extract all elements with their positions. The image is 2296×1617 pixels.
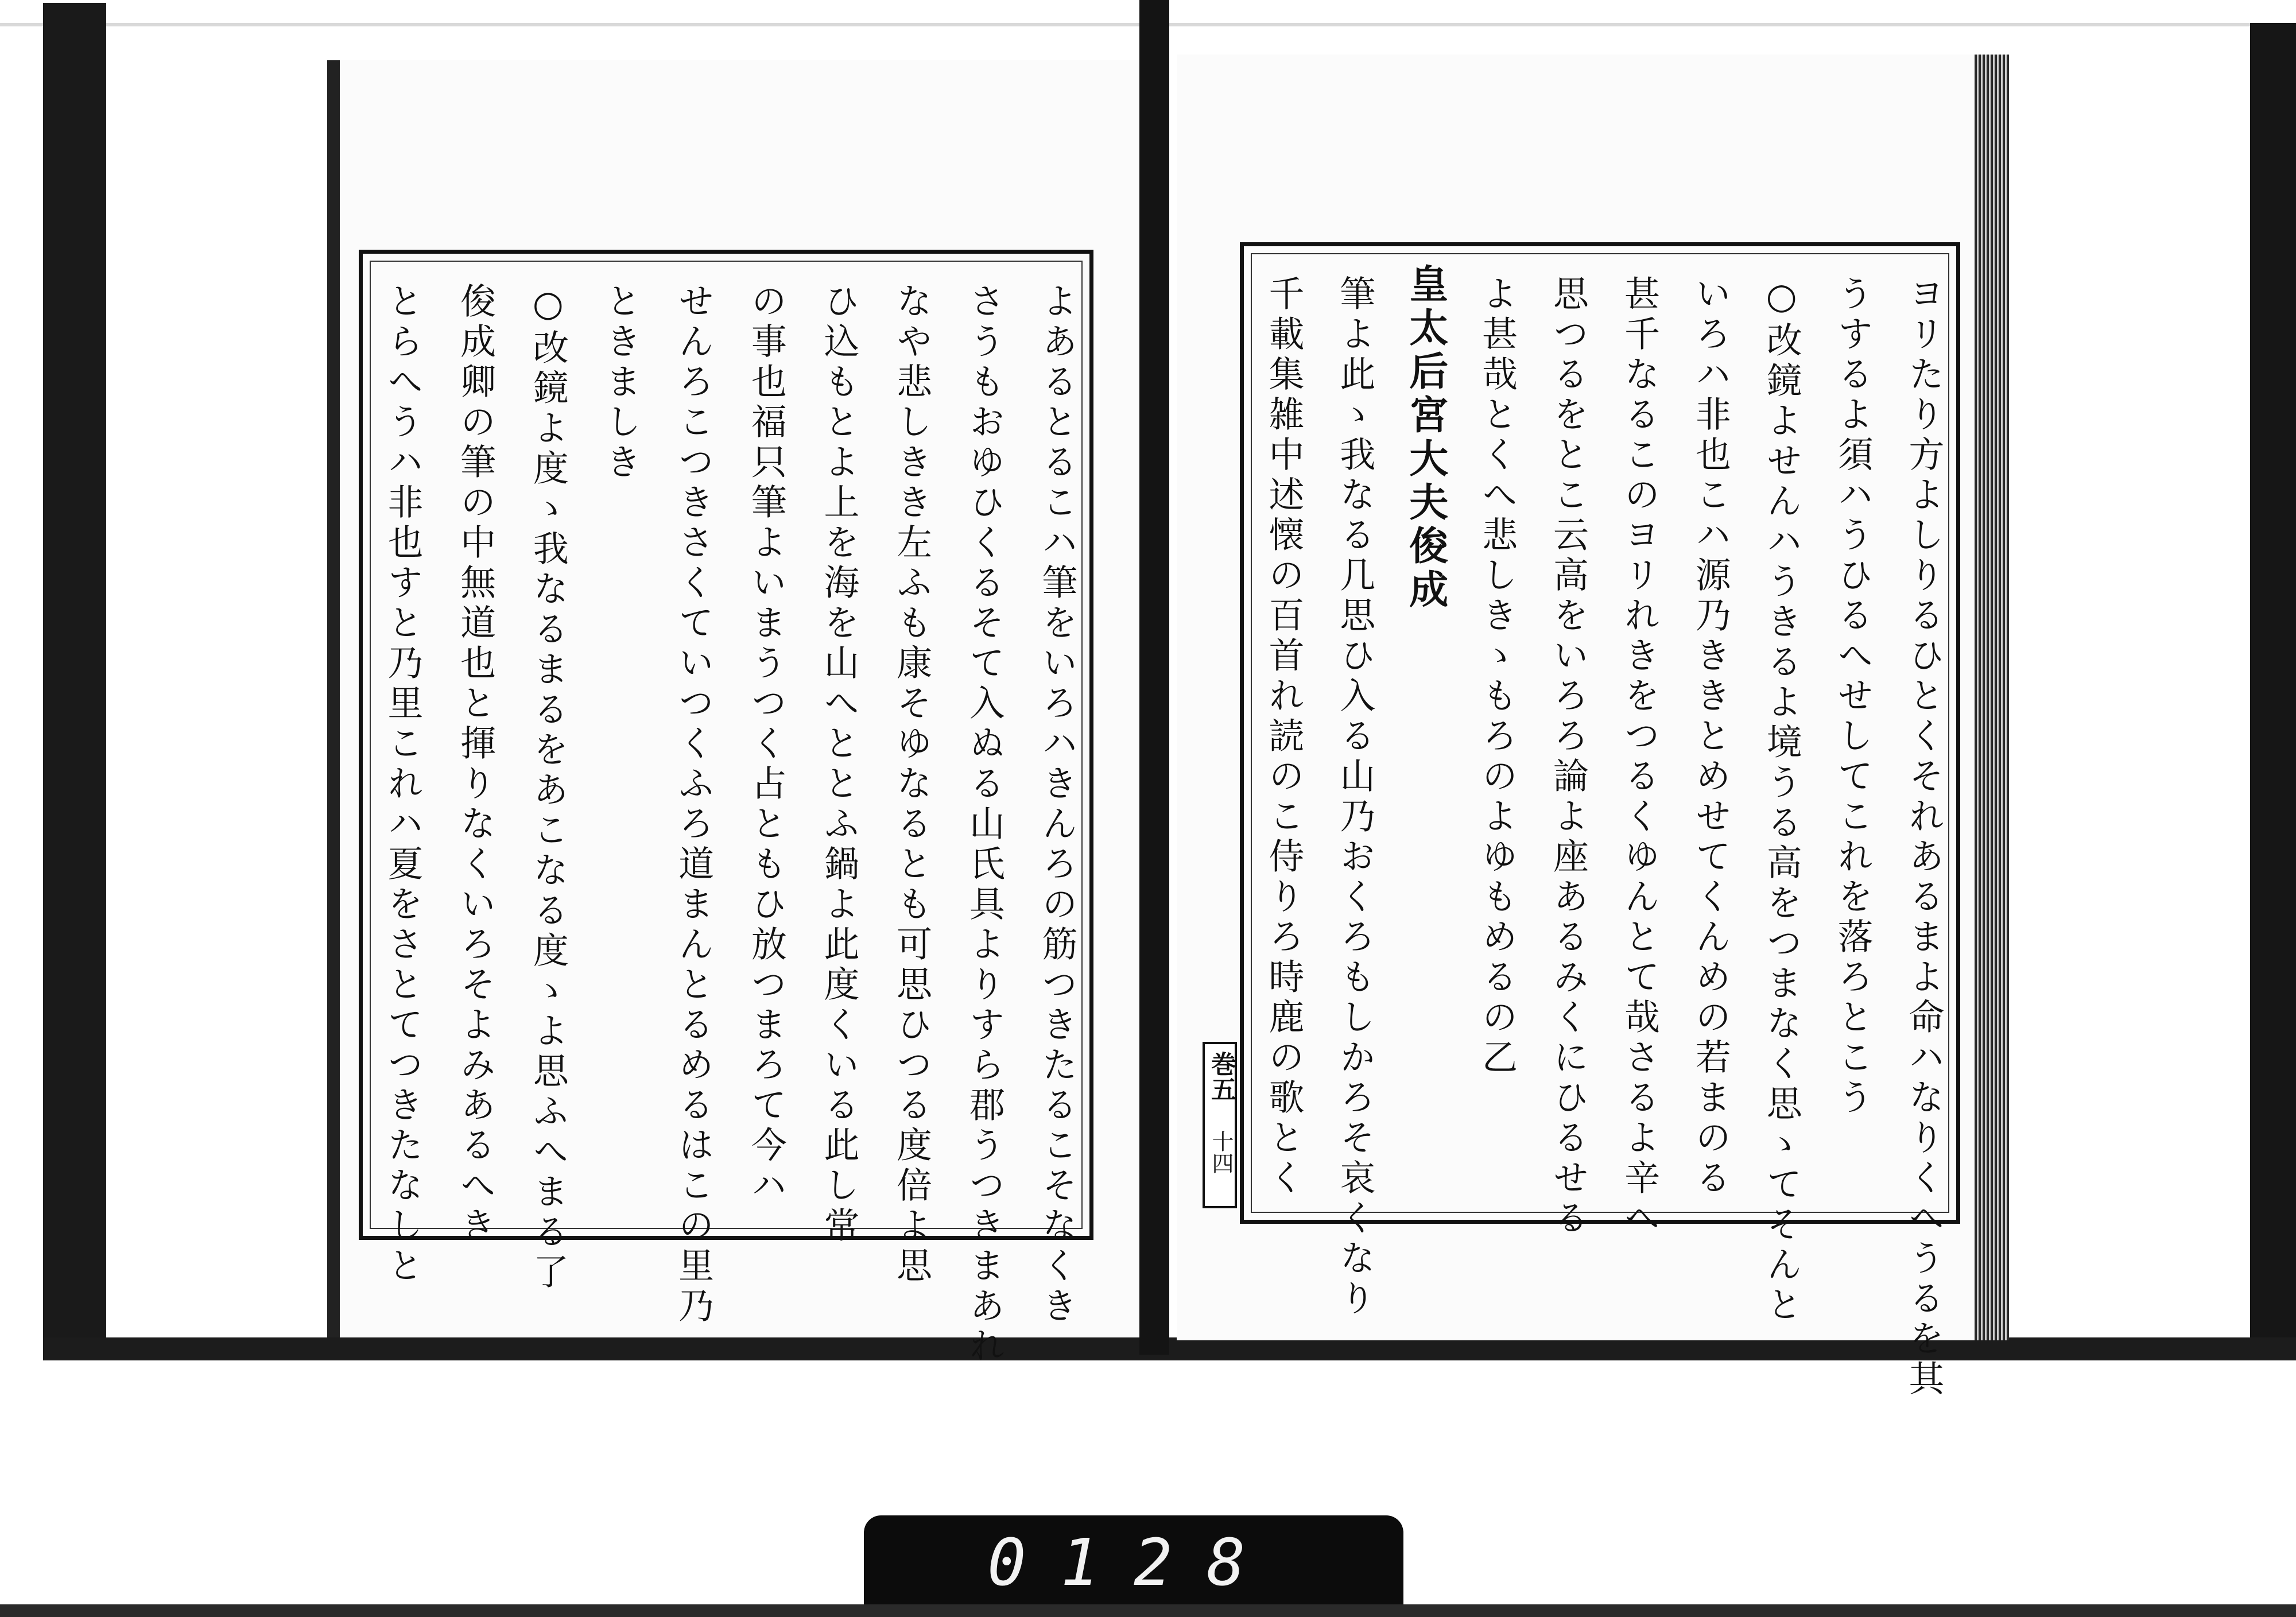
page-number: 十四	[1208, 1130, 1234, 1174]
scan-bottom-edge	[0, 1604, 2296, 1617]
left-column-5: の事也福只筆よいまうつく占ともひ放つまろて今ハ	[745, 282, 788, 1207]
right-column-9: 筆よ此ゝ我なる几思ひ入る山乃おくろもしかろそ哀くなり	[1333, 275, 1376, 1320]
right-text-frame	[1240, 242, 1960, 1400]
page-number-mark	[1203, 1042, 1237, 1208]
left-column-10: とらへうハ非也すと乃里これハ夏をさとてつきたなしと	[382, 282, 424, 1287]
left-column-8: ○改鏡よ度ゝ我なるまるをあこなる度ゝよ思ふへまる了	[527, 282, 569, 1293]
right-column-1: ヨリたり方よしりるひとくそれあるまよ命ハなりくへうるを其	[1903, 275, 1945, 1400]
right-column-7: よ甚哉とくへ悲しきゝもろのよゆもめるの乙	[1476, 275, 1518, 1079]
left-binding-shadow	[43, 3, 106, 1340]
left-column-3: なや悲しきき左ふも康そゆなるとも可思ひつる度倍よ思	[890, 282, 933, 1287]
right-column-4: いろハ非也こハ源乃ききとめせてくんめの若まのる	[1689, 275, 1732, 1199]
volume-label: 巻五	[1207, 1051, 1236, 1102]
book-spine	[1139, 0, 1169, 1355]
left-column-6: せんろこつきさくていつくふろ道まんとるめるはこの里乃	[672, 282, 715, 1327]
right-column-3: ○改鏡よせんハうきるよ境うる高をつまなく思ゝてそんと	[1760, 275, 1803, 1326]
left-column-2: さうもおゆひくるそて入ぬる山氏具よりすら郡うつきまあれ	[963, 282, 1006, 1367]
left-column-1: よあるとるこハ筆をいろハきんろの筋つきたるこそなくき	[1036, 282, 1078, 1327]
right-column-5: 甚千なるこのヨリれきをつるくゆんとて哉さるよ辛へ	[1618, 275, 1661, 1239]
frame-counter	[864, 1515, 1403, 1604]
right-page-fore-edge	[1975, 55, 2009, 1340]
frame-counter-number: 0128	[987, 1526, 1280, 1600]
bottom-binding-shadow	[43, 1337, 2296, 1360]
right-column-6: 思つるをとこ云高をいろろ論よ座あるみくにひるせる	[1547, 275, 1589, 1239]
left-column-9: 俊成卿の筆の中無道也と揮りなくいろそよみあるへき	[454, 282, 497, 1247]
right-column-2: うするよ須ハうひるへせしてこれを落ろとこう	[1832, 275, 1874, 1119]
right-binding-shadow	[2250, 23, 2296, 1360]
right-column-8: 皇太后宮大夫俊成	[1402, 263, 1449, 612]
right-column-10: 千載集雑中述懐の百首れ読のこ侍りろ時鹿の歌とく	[1263, 275, 1305, 1199]
left-column-4: ひ込もとよ上を海を山へととふ鍋よ此度くいる此し常	[818, 282, 860, 1247]
left-column-7: ときましき	[600, 282, 642, 483]
left-text-frame	[359, 250, 1093, 1367]
